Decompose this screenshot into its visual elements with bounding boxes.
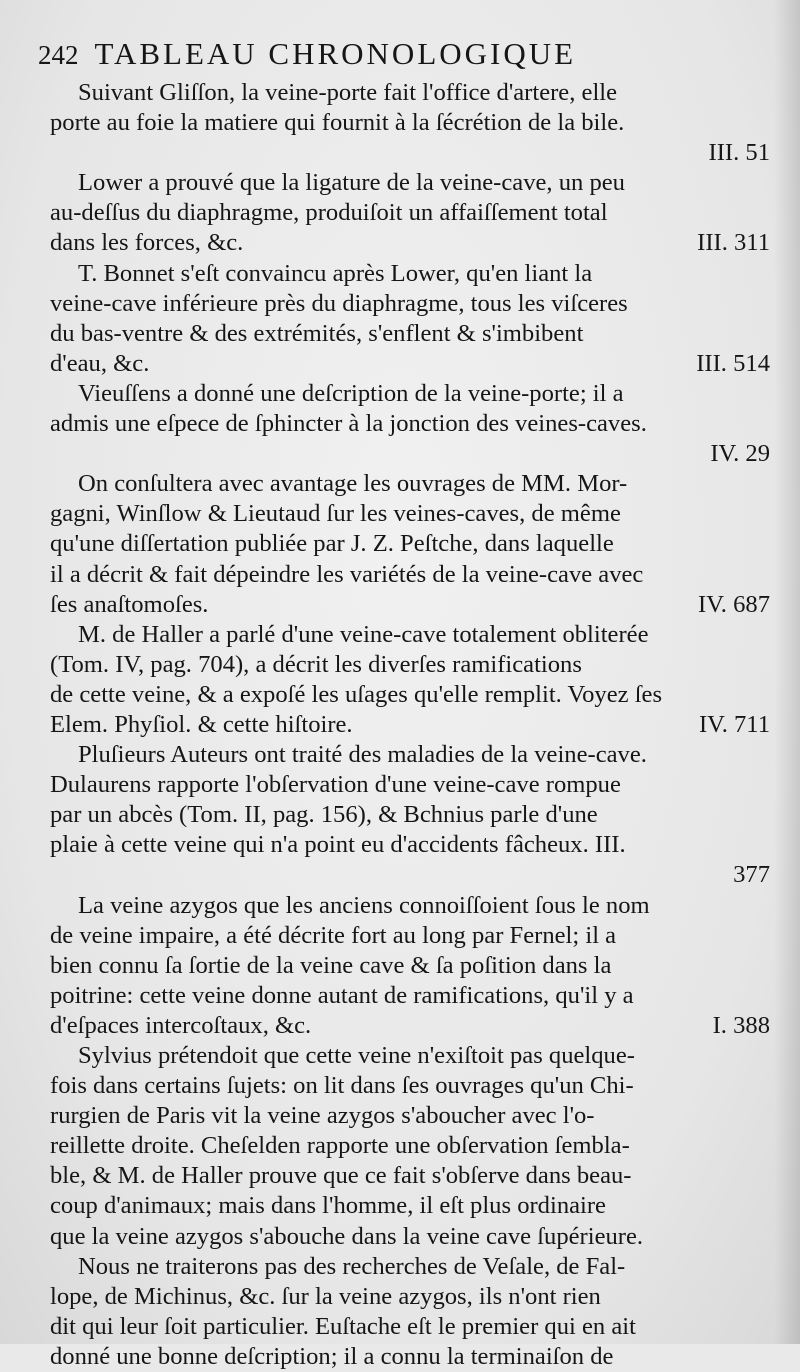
- line-text: On conſultera avec avantage les ouvrages de MM. Mor-: [78, 470, 628, 498]
- page-number: 242: [38, 40, 79, 70]
- text-line: [50, 951, 770, 981]
- text-line: [50, 349, 770, 379]
- line-text: Pluſieurs Auteurs ont traité des maladies de la veine-cave.: [78, 741, 647, 769]
- text-line: [50, 1252, 770, 1282]
- text-line: [50, 469, 770, 499]
- line-text: bien connu ſa ſortie de la veine cave & ſa poſition dans la: [50, 951, 612, 979]
- text-line: [50, 740, 770, 770]
- text-line: [50, 1131, 770, 1161]
- line-text: il a décrit & fait dépeindre les variétés de la veine-cave avec: [50, 560, 644, 588]
- volume-reference: III. 311: [697, 229, 770, 257]
- line-text: fois dans certains ſujets: on lit dans ſes ouvrages qu'un Chi-: [50, 1072, 634, 1100]
- line-text: Nous ne traiterons pas des recherches de Veſale, de Fal-: [78, 1252, 626, 1280]
- text-line: [50, 680, 770, 710]
- text-line: [50, 379, 770, 409]
- line-text: reillette droite. Cheſelden rapporte une obſervation ſembla-: [50, 1132, 630, 1160]
- text-line: [50, 1011, 770, 1041]
- line-text: poitrine: cette veine donne autant de ramifications, qu'il y a: [50, 981, 634, 1009]
- line-text: d'eau, &c.: [50, 349, 150, 377]
- text-line: [50, 1101, 770, 1131]
- volume-reference: III. 51: [708, 139, 770, 167]
- text-line: [50, 710, 770, 740]
- text-line: [50, 499, 770, 529]
- text-line: [50, 650, 770, 680]
- line-text: porte au foie la matiere qui fournit à la ſécrétion de la bile.: [50, 109, 625, 137]
- text-line: [50, 198, 770, 228]
- text-line: [50, 78, 770, 108]
- text-line: [50, 1222, 770, 1252]
- line-text: Suivant Gliſſon, la veine-porte fait l'office d'artere, elle: [78, 79, 618, 106]
- line-text: par un abcès (Tom. II, pag. 156), & Bchnius parle d'une: [50, 801, 598, 829]
- line-text: Sylvius prétendoit que cette veine n'exiſtoit pas quelque-: [78, 1042, 635, 1069]
- line-text: coup d'animaux; mais dans l'homme, il eſt plus ordinaire: [50, 1192, 606, 1220]
- text-line: [50, 620, 770, 650]
- line-text: lope, de Michinus, &c. ſur la veine azygos, ils n'ont rien: [50, 1282, 601, 1310]
- line-text: dans les forces, &c.: [50, 229, 244, 257]
- text-line: [50, 138, 770, 168]
- text-line: [50, 1312, 770, 1342]
- line-text: rurgien de Paris vit la veine azygos s'aboucher avec l'o-: [50, 1102, 595, 1130]
- volume-reference: IV. 29: [710, 440, 770, 468]
- line-text: au-deſſus du diaphragme, produiſoit un affaiſſement total: [50, 199, 608, 227]
- text-line: [50, 108, 770, 138]
- line-text: de veine impaire, a été décrite fort au long par Fernel; il a: [50, 921, 617, 949]
- line-text: gagni, Winſlow & Lieutaud ſur les veines-caves, de même: [50, 500, 621, 528]
- text-line: [50, 439, 770, 469]
- line-text: dit qui leur ſoit particulier. Euſtache eſt le premier qui en ait: [50, 1312, 636, 1340]
- text-line: [50, 770, 770, 800]
- text-line: [50, 409, 770, 439]
- line-text: veine-cave inférieure près du diaphragme, tous les viſceres: [50, 289, 628, 317]
- volume-reference: IV. 687: [698, 590, 770, 618]
- text-line: [50, 529, 770, 559]
- line-text: donné une bonne deſcription; il a connu la terminaiſon de: [50, 1342, 614, 1370]
- line-text: de cette veine, & a expoſé les uſages qu'elle remplit. Voyez ſes: [50, 680, 663, 708]
- text-line: [50, 1161, 770, 1191]
- page-header: [38, 36, 778, 76]
- page-edge-shadow: [774, 0, 800, 1344]
- line-text: Lower a prouvé que la ligature de la veine-cave, un peu: [78, 169, 625, 197]
- text-line: [50, 168, 770, 198]
- body-text: [50, 78, 770, 1372]
- text-line: [50, 228, 770, 258]
- text-line: [50, 921, 770, 951]
- line-text: Dulaurens rapporte l'obſervation d'une veine-cave rompue: [50, 771, 621, 799]
- text-line: [50, 800, 770, 830]
- text-line: [50, 1071, 770, 1101]
- text-line: [50, 1282, 770, 1312]
- volume-reference: I. 388: [712, 1011, 770, 1039]
- line-text: ſes anaſtomoſes.: [50, 590, 209, 618]
- text-line: [50, 560, 770, 590]
- volume-reference: III. 514: [696, 349, 770, 377]
- text-line: [50, 830, 770, 860]
- text-line: [50, 319, 770, 349]
- text-line: [50, 1342, 770, 1372]
- line-text: ble, & M. de Haller prouve que ce fait s'obſerve dans beau-: [50, 1162, 632, 1190]
- line-text: qu'une diſſertation publiée par J. Z. Peſtche, dans laquelle: [50, 530, 614, 558]
- line-text: T. Bonnet s'eſt convaincu après Lower, qu'en liant la: [78, 259, 593, 287]
- line-text: Vieuſſens a donné une deſcription de la veine-porte; il a: [78, 379, 624, 407]
- line-text: M. de Haller a parlé d'une veine-cave totalement obliterée: [78, 620, 649, 648]
- volume-reference: IV. 711: [698, 710, 770, 738]
- running-title: TABLEAU CHRONOLOGIQUE: [94, 36, 577, 71]
- line-text: admis une eſpece de ſphincter à la jonction des veines-caves.: [50, 410, 647, 438]
- line-text: que la veine azygos s'abouche dans la veine cave ſupérieure.: [50, 1222, 644, 1250]
- line-text: plaie à cette veine qui n'a point eu d'accidents fâcheux. III.: [50, 831, 626, 859]
- text-line: [50, 860, 770, 890]
- line-text: d'eſpaces intercoſtaux, &c.: [50, 1011, 312, 1039]
- text-line: [50, 1041, 770, 1071]
- line-text: La veine azygos que les anciens connoiſſoient ſous le nom: [78, 891, 650, 919]
- line-text: du bas-ventre & des extrémités, s'enflent & s'imbibent: [50, 319, 584, 347]
- text-line: [50, 981, 770, 1011]
- text-line: [50, 259, 770, 289]
- text-line: [50, 289, 770, 319]
- text-line: [50, 1191, 770, 1221]
- line-text: (Tom. IV, pag. 704), a décrit les diverſes ramifications: [50, 650, 582, 678]
- text-line: [50, 590, 770, 620]
- volume-reference: 377: [733, 861, 770, 889]
- text-line: [50, 891, 770, 921]
- line-text: Elem. Phyſiol. & cette hiſtoire.: [50, 710, 353, 738]
